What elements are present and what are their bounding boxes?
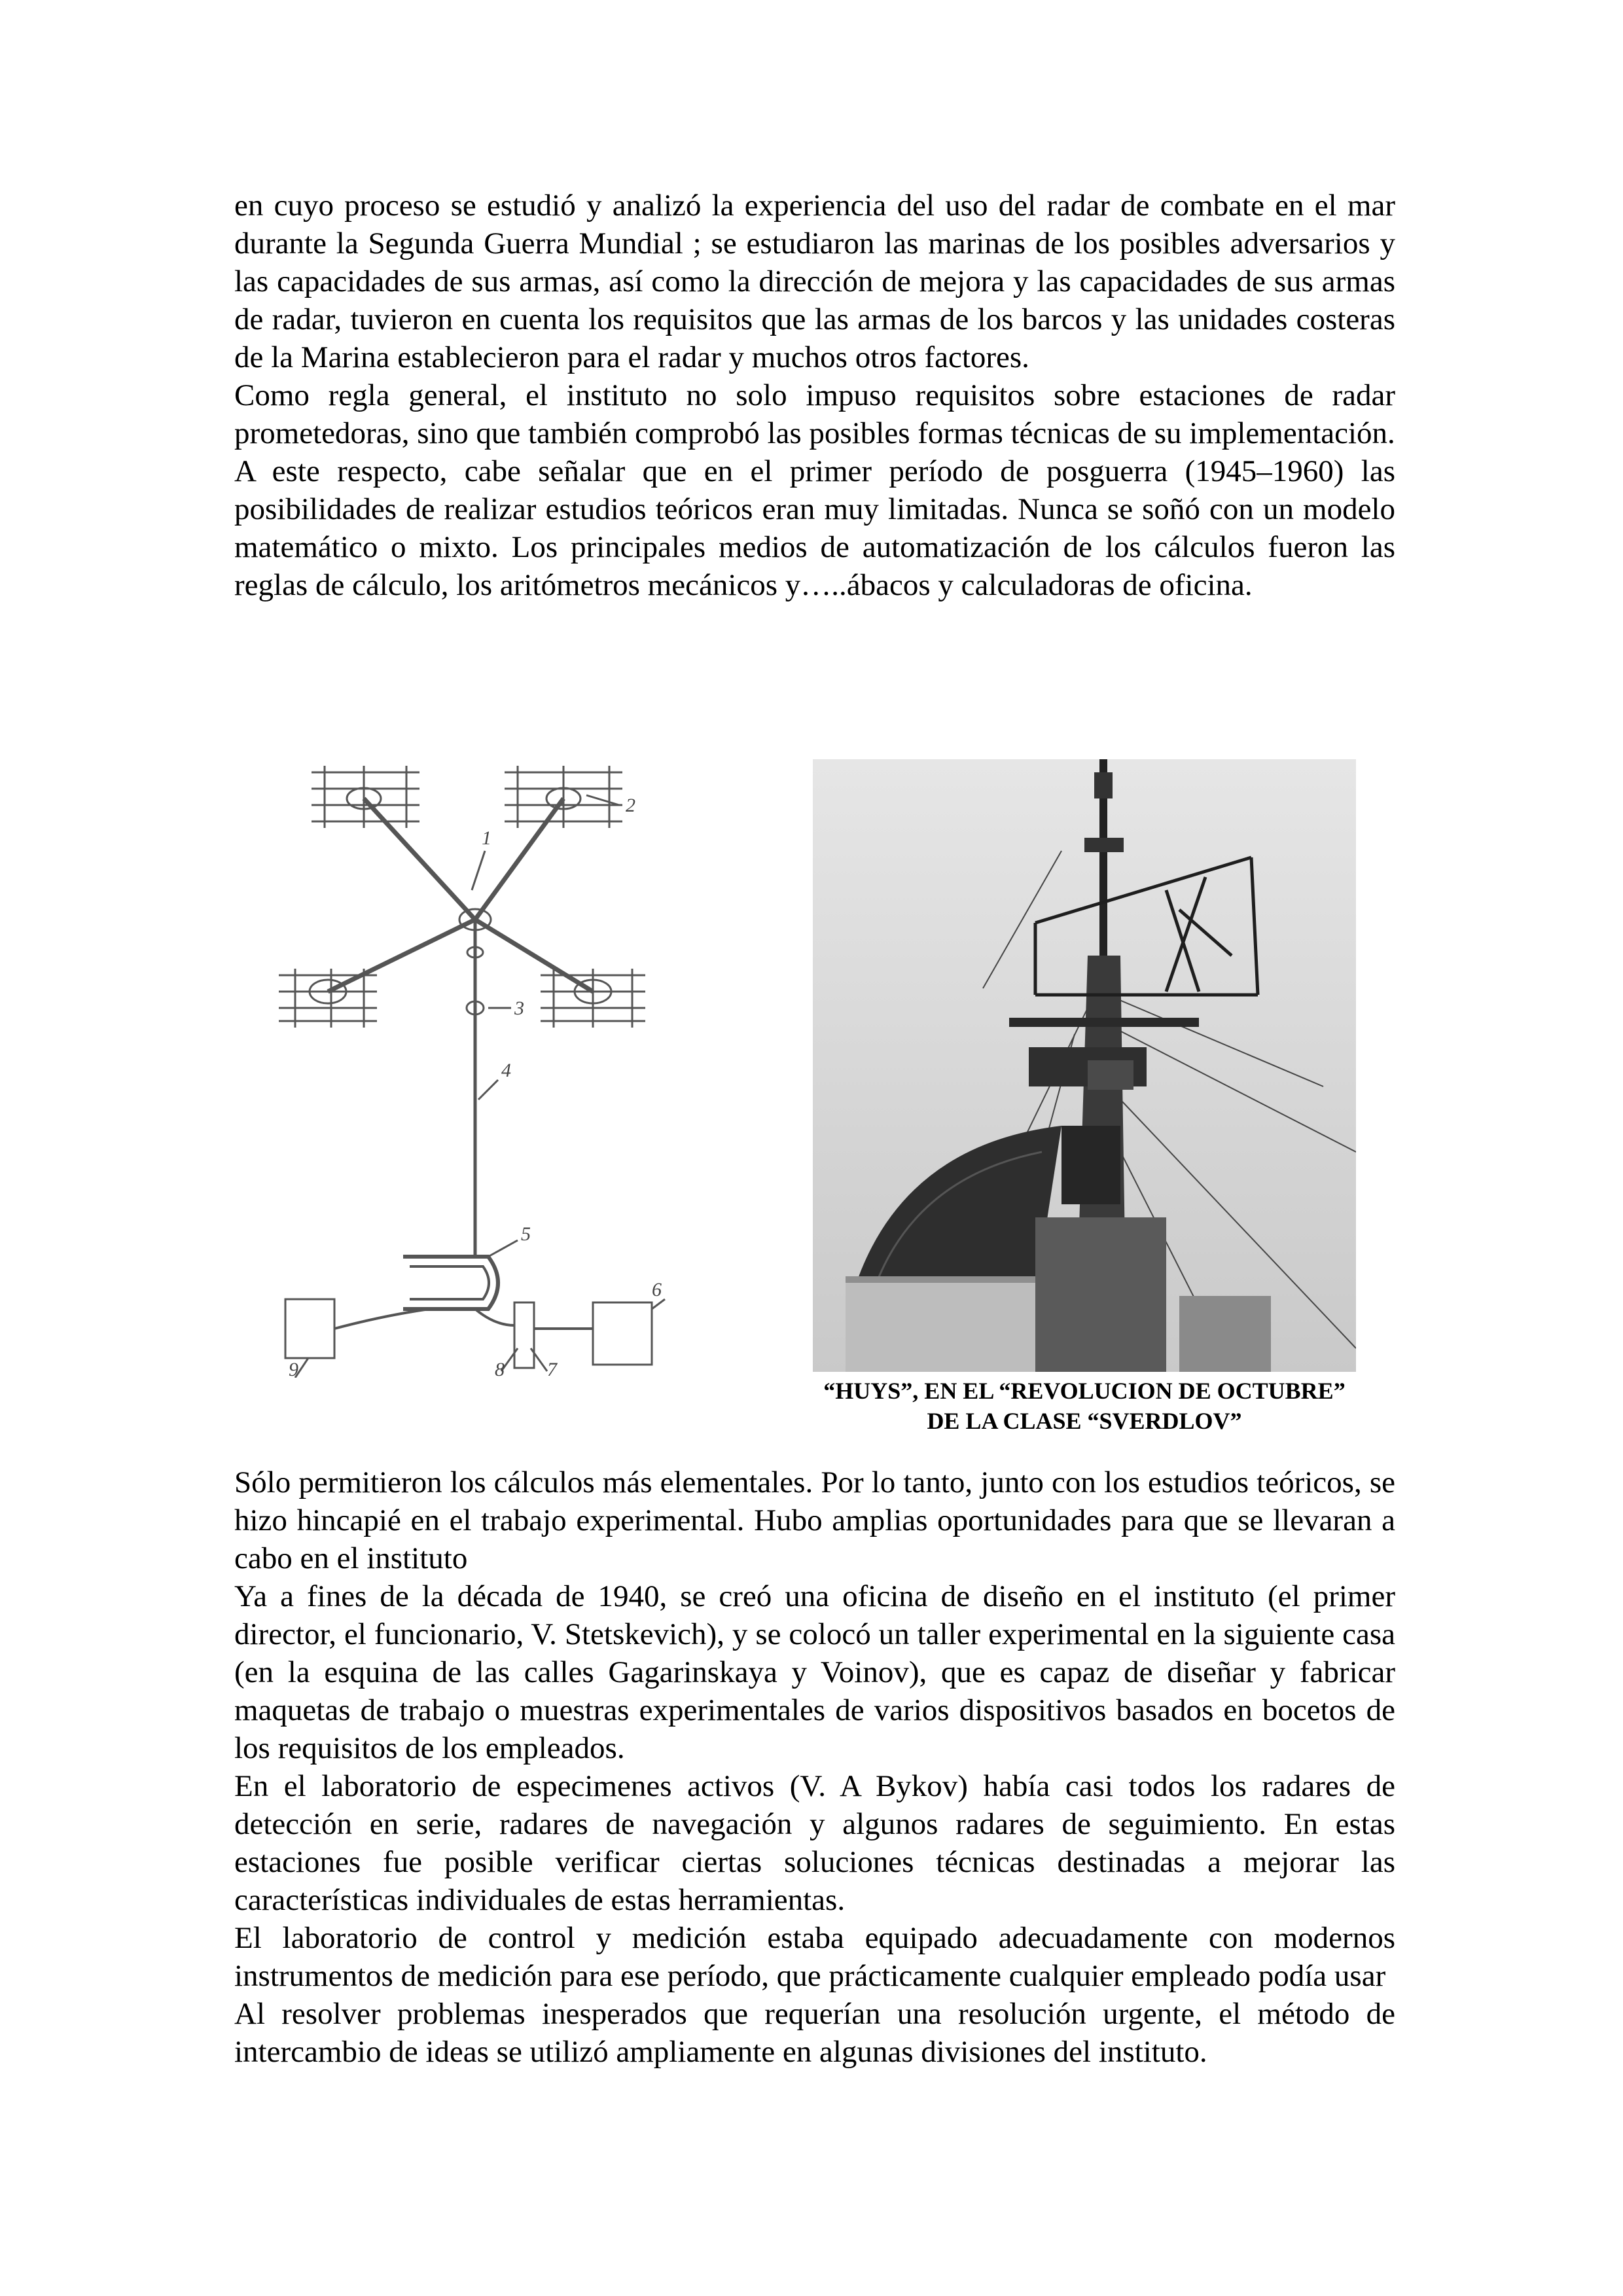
callout-label: 8 <box>495 1359 505 1378</box>
antenna-array-lower-left <box>279 969 377 1028</box>
photo-caption-line: DE LA CLASE “SVERDLOV” <box>927 1408 1242 1434</box>
text-block-top <box>234 187 1395 604</box>
callout-label: 7 <box>547 1359 557 1378</box>
antenna-array-upper-right <box>505 766 622 828</box>
antenna-diagram-figure <box>279 759 668 1378</box>
ship-mast-photo-image <box>813 759 1356 1372</box>
callout-label: 4 <box>501 1060 511 1081</box>
paragraph: Ya a fines de la década de 1940, se creó una oficina de diseño en el instituto (el primer director, el funcionario, V. Stetskevich), y se colocó un taller experimental en la siguiente casa (en la esquina de las calles Gagarinskaya y Voinov), que es capaz de diseñar y fabricar maquetas de trabajo o muestras experimentales de varios dispositivos basados en bocetos de los requisitos de los empleados. <box>234 1579 1395 1765</box>
paragraph: Sólo permitieron los cálculos más elementales. Por lo tanto, junto con los estudios teóricos, se hizo hincapié en el trabajo experimental. Hubo amplias oportunidades para que se llevaran a cabo en el instituto <box>234 1465 1395 1575</box>
callout-label: 6 <box>652 1279 662 1300</box>
photo-caption-line: “HUYS”, EN EL “REVOLUCION DE OCTUBRE” <box>823 1378 1346 1404</box>
callout-label: 2 <box>626 795 635 816</box>
paragraph: en cuyo proceso se estudió y analizó la experiencia del uso del radar de combate en el mar durante la Segunda Guerra Mundial ; se estudiaron las marinas de los posibles adversarios y las capacidades de sus armas, así como la dirección de mejora y las capacidades de sus armas de radar, tuvieron en cuenta los requisitos que las armas de los barcos y las unidades costeras de la Marina establecieron para el radar y muchos otros factores. <box>234 188 1395 374</box>
unit-box-left <box>285 1299 334 1358</box>
coupler-block <box>514 1302 534 1368</box>
antenna-array-lower-right <box>541 969 645 1028</box>
paragraph: Al resolver problemas inesperados que requerían una resolución urgente, el método de intercambio de ideas se utilizó ampliamente en algunas divisiones del instituto. <box>234 1997 1395 2069</box>
ship-mast-photo <box>813 759 1356 1372</box>
callout-label: 5 <box>521 1223 531 1245</box>
paragraph: El laboratorio de control y medición estaba equipado adecuadamente con modernos instrumentos de medición para ese período, que prácticamente cualquier empleado podía usar <box>234 1921 1395 1993</box>
callout-label: 1 <box>482 827 491 849</box>
text-block-bottom <box>234 1463 1395 2071</box>
paragraph: En el laboratorio de especimenes activos (V. A Bykov) había casi todos los radares de detección en serie, radares de navegación y algunos radares de seguimiento. En estas estaciones fue posible verificar ciertas soluciones técnicas destinadas a mejorar las características individuales de estas herramientas. <box>234 1769 1395 1917</box>
antenna-diagram <box>279 759 668 1378</box>
paragraph: A este respecto, cabe señalar que en el primer período de posguerra (1945–1960) las posibilidades de realizar estudios teóricos eran muy limitadas. Nunca se soñó con un modelo matemático o mixto. Los principales medios de automatización de los cálculos fueron las reglas de cálculo, los aritómetros mecánicos y…..ábacos y calculadoras de oficina. <box>234 454 1395 602</box>
callout-label: 9 <box>289 1359 298 1378</box>
antenna-frame <box>328 798 593 992</box>
callout-label: 3 <box>514 997 524 1019</box>
unit-box-right <box>593 1302 652 1365</box>
paragraph: Como regla general, el instituto no solo impuso requisitos sobre estaciones de radar prometedoras, sino que también comprobó las posibles formas técnicas de su implementación. <box>234 378 1395 450</box>
antenna-array-upper-left <box>312 766 419 828</box>
photo-caption <box>769 1376 1400 1436</box>
